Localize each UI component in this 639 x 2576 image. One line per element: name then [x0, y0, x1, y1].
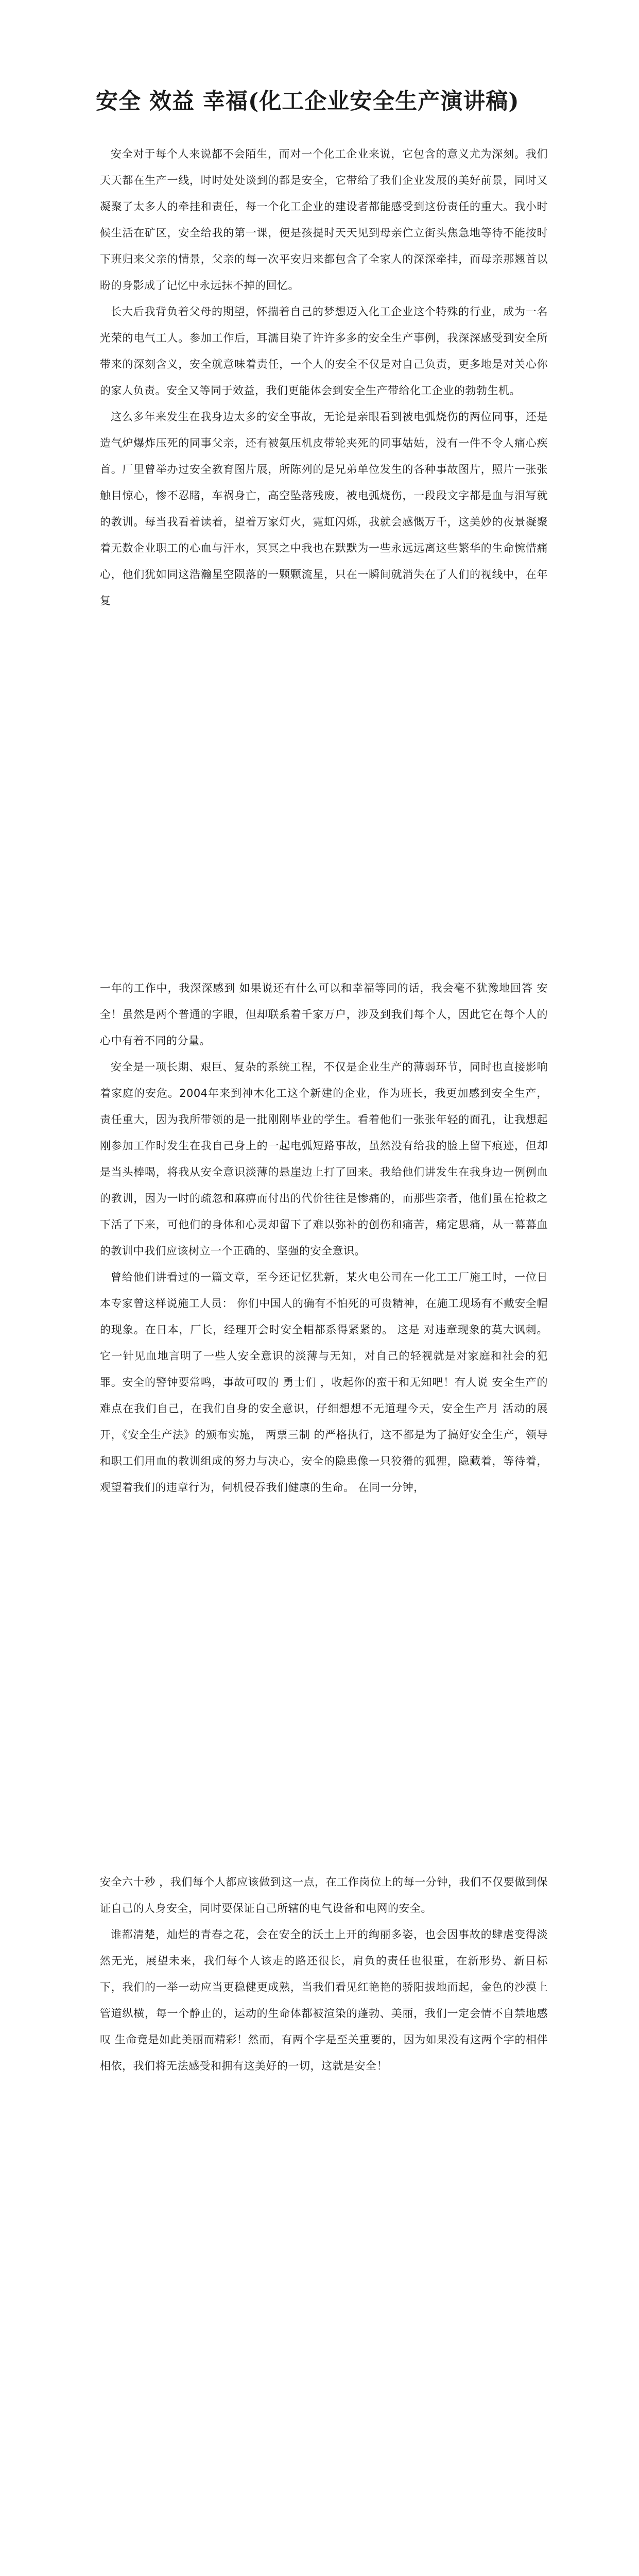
paragraph: 谁都清楚，灿烂的青春之花，会在安全的沃土上开的绚丽多姿，也会因事故的肆虐变得淡然无光，展望未来，我们每个人该走的路还很长，肩负的责任也很重，在新形势、新目标下，我们的一举一动应当更稳健更成熟，当我们看见红艳艳的骄阳拔地而起，金色的沙漠上管道纵横，每一个静止的，运动的生命体都被渲染的蓬勃、美丽，我们一定会情不自禁地感叹 生命竟是如此美丽而精彩！然而，有两个字是至关重要的，因为如果没有这两个字的相伴相依，我们将无法感受和拥有这美好的一切，这就是安全！: [100, 1928, 548, 2072]
paragraph: 安全六十秒 ，我们每个人都应该做到这一点，在工作岗位上的每一分钟，我们不仅要做到保证自己的人身安全，同时要保证自己所辖的电气设备和电网的安全。: [100, 1876, 548, 1914]
paragraph: 安全是一项长期、艰巨、复杂的系统工程，不仅是企业生产的薄弱环节，同时也直接影响着家庭的安危。2004年来到神木化工这个新建的企业，作为班长，我更加感到安全生产，责任重大，因为我所带领的是一批刚刚毕业的学生。看着他们一张张年轻的面孔，让我想起刚参加工作时发生在我自己身上的一起电弧短路事故，虽然没有给我的脸上留下痕迹，但却是当头棒喝，将我从安全意识淡薄的悬崖边上打了回来。我给他们讲发生在我身边一例例血的教训，因为一时的疏忽和麻痹而付出的代价往往是惨痛的，而那些亲者，他们虽在抢救之下活了下来，可他们的身体和心灵却留下了难以弥补的创伤和痛苦，痛定思痛，从一幕幕血的教训中我们应该树立一个正确的、坚强的安全意识。: [100, 1061, 548, 1257]
paragraph: 一年的工作中，我深深感到 如果说还有什么可以和幸福等同的话，我会毫不犹豫地回答 安全！虽然是两个普通的字眼，但却联系着千家万户，涉及到我们每个人，因此它在每个人的心中有着不同的分量。: [100, 982, 548, 1047]
paragraph: 这么多年来发生在我身边太多的安全事故，无论是亲眼看到被电弧烧伤的两位同事，还是造气炉爆炸压死的同事父亲，还有被氨压机皮带轮夹死的同事姑姑，没有一件不令人痛心疾首。厂里曾举办过安全教育图片展，所陈列的是兄弟单位发生的各种事故图片，照片一张张触目惊心，惨不忍睹，车祸身亡，高空坠落残废，被电弧烧伤，一段段文字都是血与泪写就的教训。每当我看着读着，望着万家灯火，霓虹闪烁，我就会感慨万千，这美妙的夜景凝聚着无数企业职工的心血与汗水，冥冥之中我也在默默为一些永远远离这些繁华的生命惋惜痛心，他们犹如同这浩瀚星空陨落的一颗颗流星，只在一瞬间就消失在了人们的视线中，在年复: [100, 411, 548, 607]
text-block-1: [100, 141, 548, 614]
text-block-3: [100, 1869, 548, 2079]
paragraph: 安全对于每个人来说都不会陌生，而对一个化工企业来说，它包含的意义尤为深刻。我们天天都在生产一线，时时处处谈到的都是安全，它带给了我们企业发展的美好前景，同时又凝聚了太多人的牵挂和责任，每一个化工企业的建设者都能感受到这份责任的重大。我小时候生活在矿区，安全给我的第一课，便是孩提时天天见到母亲伫立街头焦急地等待不能按时下班归来父亲的情景，父亲的每一次平安归来都包含了全家人的深深牵挂，而母亲那翘首以盼的身影成了记忆中永远抹不掉的回忆。: [100, 148, 548, 292]
paragraph: 长大后我背负着父母的期望，怀揣着自己的梦想迈入化工企业这个特殊的行业，成为一名光荣的电气工人。参加工作后，耳濡目染了许许多多的安全生产事例，我深深感受到安全所带来的深刻含义，安全就意味着责任，一个人的安全不仅是对自己负责，更多地是对关心你的家人负责。安全又等同于效益，我们更能体会到安全生产带给化工企业的勃勃生机。: [100, 306, 548, 397]
page-title: 安全 效益 幸福(化工企业安全生产演讲稿): [96, 88, 520, 114]
paragraph: 曾给他们讲看过的一篇文章，至今还记忆犹新，某火电公司在一化工工厂施工时，一位日本专家曾这样说施工人员： 你们中国人的确有不怕死的可贵精神，在施工现场有不戴安全帽的现象。在日本，厂长，经理开会时安全帽都系得紧紧的。 这是 对违章现象的莫大讽刺。它一针见血地言明了一些人安全意识的淡薄与无知，对自己的轻视就是对家庭和社会的犯罪。安全的警钟要常鸣，事故可叹的 勇士们 ，收起你的蛮干和无知吧！有人说 安全生产的难点在我们自己，在我们自身的安全意识，仔细想想不无道理今天，安全生产月 活动的展开，《安全生产法》的颁布实施， 两票三制 的严格执行，这不都是为了搞好安全生产，领导和职工们用血的教训组成的努力与决心，安全的隐患像一只狡猾的狐狸，隐藏着，等待着，观望着我们的违章行为，伺机侵吞我们健康的生命。 在同一分钟，: [100, 1271, 548, 1494]
text-block-2: [100, 975, 548, 1501]
